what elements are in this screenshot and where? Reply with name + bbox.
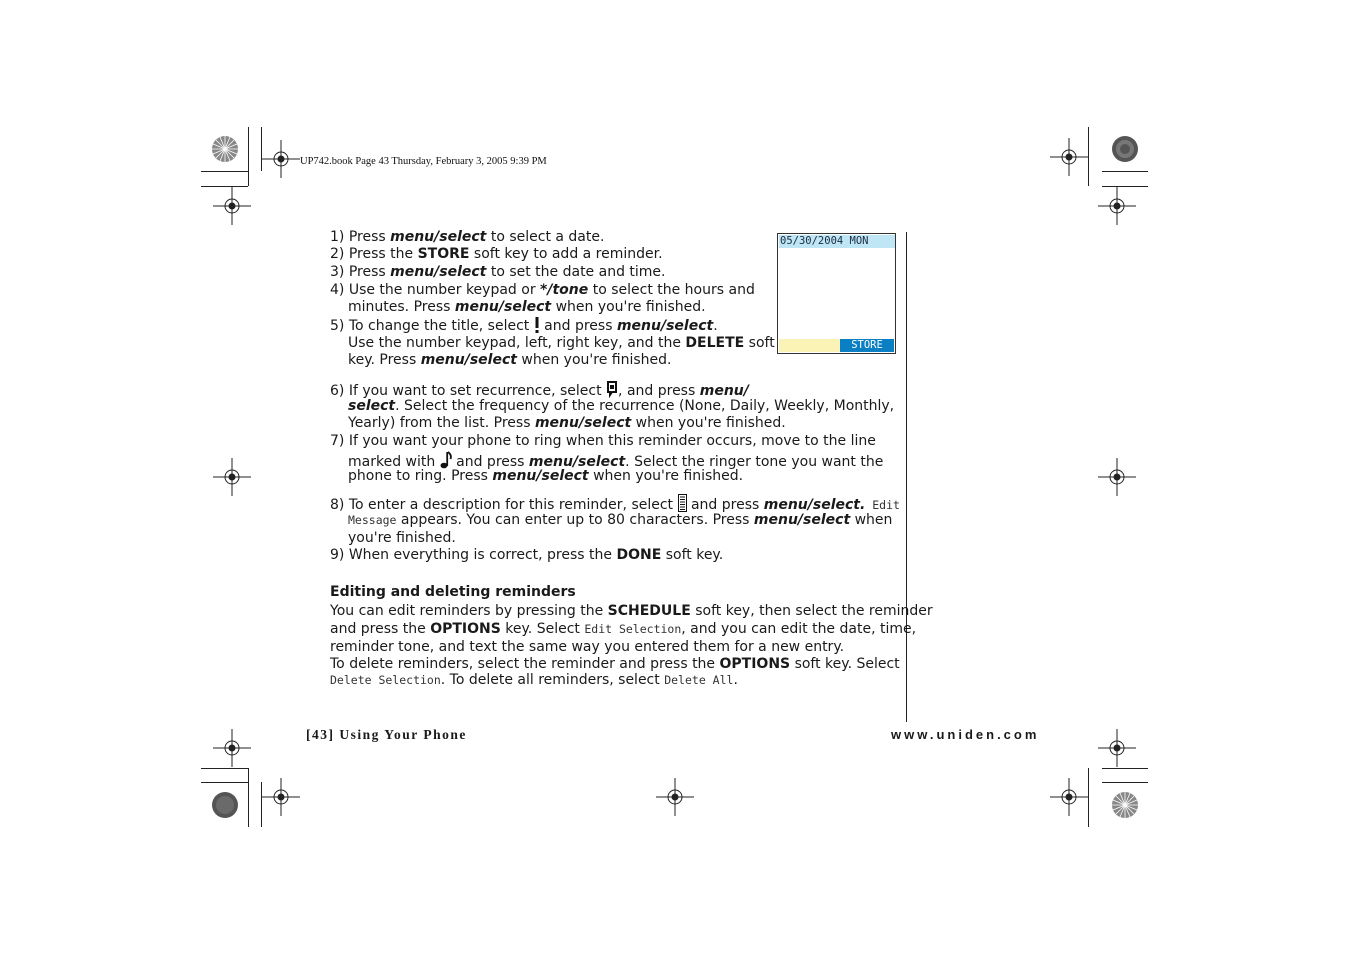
screen-softkey-empty [779, 339, 841, 352]
step-9: 9) When everything is correct, press the DONE soft key. [330, 547, 724, 563]
starburst-mark-bottom-left [210, 790, 240, 820]
step-8-line-2: Message appears. You can enter up to 80 characters. Press menu/select when [348, 512, 893, 528]
paragraph-edit-line-2: and press the OPTIONS key. Select Edit Selection, and you can edit the date, time, [330, 621, 917, 637]
crosshair-mark [262, 140, 300, 178]
crop-line [261, 782, 262, 827]
crosshair-mark [262, 778, 300, 816]
step-7-line-3: phone to ring. Press menu/select when you're finished. [348, 468, 744, 484]
crop-line [261, 127, 262, 171]
crosshair-mark [1098, 458, 1136, 496]
section-heading: Editing and deleting reminders [330, 584, 576, 600]
music-note-icon [440, 451, 452, 469]
step-1: 1) Press menu/select to select a date. [330, 229, 605, 245]
step-7-line-2: marked with and press menu/select. Select the ringer tone you want the [348, 451, 883, 472]
crosshair-mark [213, 458, 251, 496]
step-3: 3) Press menu/select to set the date and time. [330, 264, 666, 280]
crosshair-mark [213, 187, 251, 225]
step-5-line-2: Use the number keypad, left, right key, and the DELETE soft [348, 335, 775, 351]
crosshair-mark [1098, 187, 1136, 225]
crop-line [201, 171, 248, 172]
step-6: 6) If you want to set recurrence, select , and press menu/ [330, 380, 749, 401]
starburst-mark-bottom-right [1110, 790, 1140, 820]
website-url: www.uniden.com [891, 727, 1040, 742]
crop-line [1088, 127, 1089, 186]
paragraph-delete-line-1: To delete reminders, select the reminder and press the OPTIONS soft key. Select [330, 656, 900, 672]
crop-line [1102, 171, 1148, 172]
step-2: 2) Press the STORE soft key to add a reminder. [330, 246, 663, 262]
screen-date: 05/30/2004 MON [779, 235, 895, 248]
step-8: 8) To enter a description for this reminder, select and press menu/select. Edit [330, 494, 900, 515]
crop-line [201, 186, 248, 187]
crop-line [201, 782, 248, 783]
recurrence-icon [606, 380, 618, 398]
phone-screen-illustration [777, 233, 896, 354]
crosshair-mark [656, 778, 694, 816]
step-4-line-2: minutes. Press menu/select when you're finished. [348, 299, 706, 315]
crosshair-mark [1050, 138, 1088, 176]
paragraph-edit-line-3: reminder tone, and text the same way you entered them for a new entry. [330, 639, 845, 655]
message-icon [678, 494, 687, 512]
step-6-line-3: Yearly) from the list. Press menu/select when you're finished. [348, 415, 786, 431]
screen-softkey-store: STORE [840, 339, 894, 352]
column-rule [906, 232, 907, 722]
paragraph-delete-line-2: Delete Selection. To delete all reminders, select Delete All. [330, 672, 738, 688]
crop-line [201, 768, 248, 769]
crosshair-mark [1050, 778, 1088, 816]
starburst-mark-top-left [210, 134, 240, 164]
crosshair-mark [213, 729, 251, 767]
crop-line [1102, 768, 1148, 769]
crop-line [248, 127, 249, 186]
crop-line [1102, 782, 1148, 783]
starburst-mark-top-right [1110, 134, 1140, 164]
crop-line [1088, 768, 1089, 827]
step-6-line-2: select. Select the frequency of the recurrence (None, Daily, Weekly, Monthly, [348, 398, 895, 414]
step-5: 5) To change the title, select and press menu/select. [330, 318, 718, 334]
page-footer-title: [43] Using Your Phone [306, 727, 467, 742]
crop-line [1102, 186, 1148, 187]
crosshair-mark [1098, 729, 1136, 767]
paragraph-edit-line-1: You can edit reminders by pressing the SCHEDULE soft key, then select the reminder [330, 603, 933, 619]
crop-line [248, 768, 249, 827]
step-5-line-3: key. Press menu/select when you're finished. [348, 352, 672, 368]
step-4: 4) Use the number keypad or */tone to select the hours and [330, 282, 755, 298]
step-7: 7) If you want your phone to ring when this reminder occurs, move to the line [330, 433, 876, 449]
file-info: UP742.book Page 43 Thursday, February 3, 2005 9:39 PM [300, 156, 547, 167]
step-8-line-3: you're finished. [348, 530, 456, 546]
